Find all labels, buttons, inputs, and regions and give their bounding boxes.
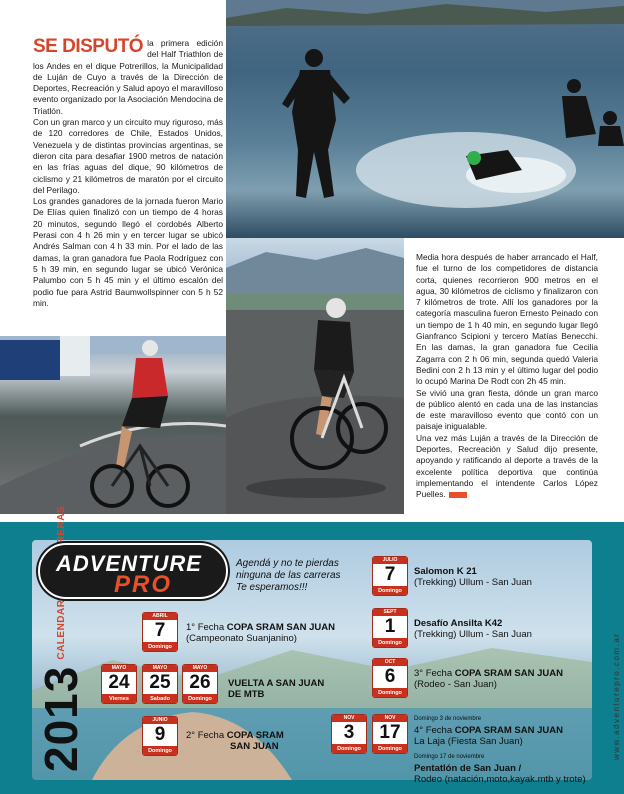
date-icon-november-3: [331, 714, 367, 754]
swimmers-photo: [226, 0, 624, 238]
event-round: 4° Fecha: [414, 725, 453, 736]
article-paragraph-2: Con un gran marco y un circuito muy riguroso, más de 120 corredores de Chile, Estados Unidos, Venezuela y de distintas provincias argentinas, se dieron cita para desafiar 1900 metros de natación en las frías aguas del dique, 90 kilómetros de ciclismo y 21 kilómetros de maratón por el circuito del Perilago.: [33, 117, 223, 195]
date-month: JUNIO: [143, 717, 177, 724]
date-day: 7: [384, 564, 396, 585]
event-title: Desafío Ansilta K42: [414, 618, 503, 629]
date-day: 24: [108, 672, 130, 693]
date-icon-june-9: [142, 716, 178, 756]
cyclist-photo-left: [0, 336, 226, 514]
date-day: 3: [343, 722, 355, 743]
date-weekday: Domingo: [373, 688, 407, 698]
date-weekday: Domingo: [183, 694, 217, 704]
date-month: MAYO: [183, 665, 217, 672]
banner-tagline: [236, 558, 341, 594]
article-paragraph-3: Los grandes ganadores de la jornada fueron Mario De Elías quien finalizó con un tiempo de 4 horas 20 minutos, segundo llegó el cordobés Alberto Perasi con 4 h 26 min y en tercer lugar se ubicó Andrés Salman con 4 h 33 min. Por el lado de las damas, la gran ganadora fue Paola Rodríguez con 5 h 39 min, en segundo lugar se ubicó Verónica Palumbo con 5 h 45 min y el último escalón del podio fue para Astrid Baumwollspinner con 5 h 52 min.: [33, 196, 223, 308]
logo-bottom-text: PRO: [114, 571, 173, 598]
date-day: 7: [154, 620, 166, 641]
event-copa-sram-1: [186, 622, 335, 644]
date-month: SEPT: [373, 609, 407, 616]
end-of-article-mark: [449, 492, 467, 498]
date-day: 6: [384, 666, 396, 687]
cyclist-photo-center: [226, 238, 404, 514]
date-icon-may-26: [182, 664, 218, 704]
tagline-line-1: Agendá y no te pierdas: [236, 558, 339, 569]
event-round: 2° Fecha: [186, 730, 225, 741]
date-icon-november-17: [372, 714, 408, 754]
event-place: La Laja (Fiesta San Juan): [414, 736, 523, 747]
article-paragraph-4: Media hora después de haber arrancado el Half, fue el turno de los competidores de distancia corta, quienes recorrieron 900 metros en el agua, 30 kilómetros de ciclismo y finalizaron con 7 kilómetros de trote. Allí los ganadores por la categoría masculina fueron Ernesto Peinado con un tiempo de 1 h 40 min, en segundo lugar llegó Gianfranco Scipioni y tercero Matías Benecchi. En las damas, la gran ganadora fue Cecilia Zagarra con 2 h 06 min, segunda quedó Valeria Bedini con 2 h 13 min y el último lugar del podio lo ocupó Marina De Rodt con 2h 45 min.: [416, 252, 598, 387]
date-icon-october-6: [372, 658, 408, 698]
event-pentatlon: [414, 752, 586, 785]
article-left-column: [33, 38, 223, 309]
event-desafio-ansilta: [414, 618, 532, 640]
date-month: MAYO: [143, 665, 177, 672]
event-round: 3° Fecha: [414, 668, 453, 679]
event-round: 1° Fecha: [186, 622, 225, 633]
date-month: NOV: [373, 715, 407, 722]
date-weekday: Domingo: [143, 642, 177, 652]
event-title: COPA SRAM SAN JUAN: [226, 622, 335, 633]
date-weekday: Domingo: [373, 744, 407, 754]
date-month: ABRIL: [143, 613, 177, 620]
date-icon-may-24: [101, 664, 137, 704]
date-day: 26: [189, 672, 211, 693]
tagline-line-2: ninguna de las carreras: [236, 570, 341, 581]
event-copa-sram-2: [186, 730, 284, 752]
event-place: (Campeonato Suanjanino): [186, 633, 297, 644]
event-salomon-k21: [414, 566, 532, 588]
event-copa-sram-3: [414, 668, 563, 690]
event-vuelta-mtb: [228, 678, 324, 700]
date-icon-may-25: [142, 664, 178, 704]
date-month: NOV: [332, 715, 366, 722]
date-icon-september-1: [372, 608, 408, 648]
date-day: 1: [384, 616, 396, 637]
event-place: (Rodeo - San Juan): [414, 679, 497, 690]
date-weekday: Domingo: [373, 586, 407, 596]
article-lead: SE DISPUTÓ: [33, 36, 144, 57]
event-date-note: Domingo 17 de noviembre: [414, 754, 485, 760]
date-month: JULIO: [373, 557, 407, 564]
event-title: COPA SRAM SAN JUAN: [454, 725, 563, 736]
event-title: Pentatlón de San Juan /: [414, 763, 522, 774]
date-weekday: Domingo: [143, 746, 177, 756]
date-day: 25: [149, 672, 171, 693]
event-place: (Trekking) Ullum - San Juan: [414, 629, 532, 640]
article-paragraph-1: la primera edición del Half Triathlon de los Andes en el dique Potrerillos, la Municipalidad de Luján de Cuyo a través de la Dirección de Deportes, Recreación y Salud apoyo el maravilloso evento organizado por la Asociación Mendocina de Triatlón.: [33, 38, 223, 116]
article-right-column: [416, 252, 598, 501]
date-weekday: Domingo: [332, 744, 366, 754]
logo-top-text: ADVENTURE: [56, 551, 202, 576]
event-place: SAN JUAN: [230, 741, 279, 752]
event-title: Salomon K 21: [414, 566, 477, 577]
date-icon-july-7: [372, 556, 408, 596]
event-title-line-2: DE MTB: [228, 689, 265, 700]
article-paragraph-6: Una vez más Luján a través de la Dirección de Deportes, Recreación y Salud dijo presente, apoyando y ratificando al deporte a través de la excelente política deportiva que continúa implementando el intendente Carlos López Puelles.: [416, 432, 598, 500]
event-title-line-1: VUELTA A SAN JUAN: [228, 678, 325, 689]
event-title: COPA SRAM: [226, 730, 284, 741]
article-paragraph-5: Se vivió una gran fiesta, dónde un gran marco de público alentó en cada una de las instancias de este maravilloso evento que contó con un paisaje inigualable.: [416, 387, 598, 432]
event-place: Rodeo (natación,moto,kayak.mtb y trote): [414, 774, 586, 785]
event-place: (Trekking) Ullum - San Juan: [414, 577, 532, 588]
date-weekday: Domingo: [373, 638, 407, 648]
calendar-year: 2013: [35, 665, 87, 772]
event-copa-sram-4: [414, 714, 563, 747]
date-day: 9: [154, 724, 166, 745]
website-url: www.adventurepro.com.ar: [612, 632, 621, 760]
date-day: 17: [379, 722, 401, 743]
date-month: MAYO: [102, 665, 136, 672]
event-title: COPA SRAM SAN JUAN: [454, 668, 563, 679]
date-month: OCT: [373, 659, 407, 666]
adventure-pro-logo: [38, 543, 228, 599]
event-date-note: Domingo 3 de noviembre: [414, 716, 482, 722]
date-weekday: Viernes: [102, 694, 136, 704]
date-weekday: Sabado: [143, 694, 177, 704]
tagline-line-3: Te esperamos!!!: [236, 582, 308, 593]
date-icon-april-7: [142, 612, 178, 652]
